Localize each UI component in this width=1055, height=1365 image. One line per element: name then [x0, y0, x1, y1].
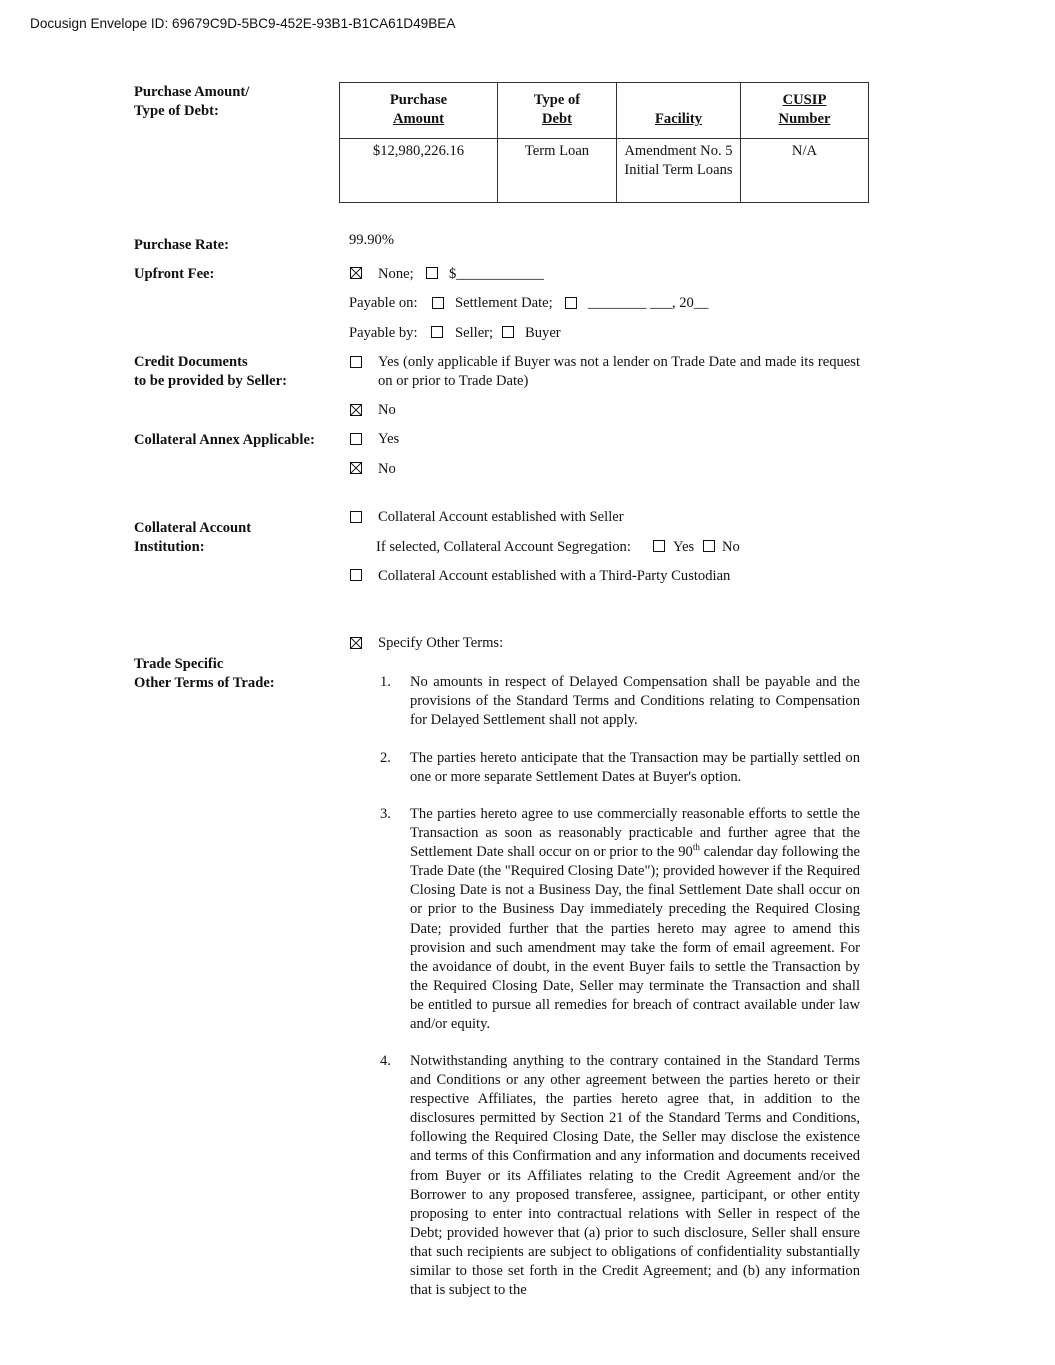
- collateral-account-label: [134, 519, 251, 557]
- credit-documents-label: [134, 353, 287, 391]
- table-row: [340, 139, 869, 203]
- collateral-third-party-text: Collateral Account established with a Third-Party Custodian: [378, 568, 731, 584]
- purchase-rate-value: 99.90%: [349, 232, 394, 248]
- segregation-no-text: No: [722, 539, 740, 555]
- header-text: CUSIP: [782, 92, 827, 108]
- term-3-text-part1: The parties hereto agree to use commercially reasonable efforts to settle the Transaction as soon as reasonably practicable and further agree that the Settlement Date shall occur on or prior to the 90: [410, 806, 860, 861]
- envelope-id: Docusign Envelope ID: 69679C9D-5BC9-452E-93B1-B1CA61D49BEA: [30, 16, 456, 31]
- specify-other-terms-text: Specify Other Terms:: [378, 635, 504, 651]
- credit-docs-no-checkbox[interactable]: [350, 404, 362, 416]
- term-4-text: Notwithstanding anything to the contrary contained in the Standard Terms and Conditions or any other agreement between the parties hereto or their respective Affiliates, the parties hereto agree that, in addition to the disclosures permitted by Section 21 of the Standard Terms and Conditions, following the Required Closing Date, the Seller may disclose the existence and terms of this Confirmation and any information and documents received from Buyer or its Affiliates relating to the Credit Agreement and/or the Borrower to any proposed transferee, assignee, participant, or other entity proposing to enter into contractual relations with Seller in respect of the Debt; provided however that (a) prior to such disclosure, Seller shall ensure that such recipients are subject to obligations of confidentiality substantially similar to those set forth in the Credit Agreement; and (b) any information that is subject to the: [410, 1053, 860, 1299]
- upfront-fee-none-checkbox[interactable]: [350, 267, 362, 279]
- segregation-yes-text: Yes: [673, 539, 695, 555]
- cell-purchase-amount: $12,980,226.16: [340, 139, 498, 203]
- collateral-third-party-checkbox[interactable]: [350, 569, 362, 581]
- term-number: 1.: [380, 674, 391, 690]
- upfront-fee-amount-blank: $____________: [449, 266, 544, 282]
- header-type-of-debt: [498, 83, 617, 139]
- header-text: Facility: [654, 111, 702, 127]
- cell-type-of-debt: Term Loan: [498, 139, 617, 203]
- segregation-text: If selected, Collateral Account Segregation:: [376, 539, 631, 555]
- upfront-fee-label: Upfront Fee:: [134, 266, 215, 282]
- trade-specific-label: [134, 655, 275, 693]
- credit-docs-yes-text: Yes (only applicable if Buyer was not a lender on Trade Date and made its request on or prior to Trade Date): [378, 354, 860, 389]
- segregation-yes-checkbox[interactable]: [653, 540, 665, 552]
- term-2-text: The parties hereto anticipate that the Transaction may be partially settled on one or more separate Settlement Dates at Buyer's option.: [410, 750, 860, 786]
- purchase-amount-label: [134, 83, 249, 121]
- upfront-fee-none-text: None;: [378, 266, 414, 282]
- trade-specific-label-line1: Trade Specific: [134, 656, 224, 672]
- payable-by-label: Payable by:: [349, 325, 418, 341]
- segregation-no-checkbox[interactable]: [703, 540, 715, 552]
- purchase-rate-label: Purchase Rate:: [134, 237, 229, 253]
- collateral-annex-yes-text: Yes: [378, 431, 400, 447]
- settlement-date-checkbox[interactable]: [432, 297, 444, 309]
- collateral-account-label-line2: Institution:: [134, 539, 205, 555]
- collateral-account-label-line1: Collateral Account: [134, 520, 252, 536]
- term-3-superscript: th: [692, 842, 700, 853]
- upfront-fee-amount-checkbox[interactable]: [426, 267, 438, 279]
- purchase-amount-label-line2: Type of Debt:: [134, 103, 219, 119]
- other-date-checkbox[interactable]: [565, 297, 577, 309]
- header-text: Amount: [392, 111, 445, 127]
- term-3-text-part2: calendar day following the Trade Date (the "Required Closing Date"); provided however if the Required Closing Date is not a Business Day, the final Settlement Date shall occur on or prior to the Business Day immediately preceding the Required Closing Date; provided further that the parties hereto may agree to amend this provision and such amendment may take the form of email agreement. For the avoidance of doubt, in the event Buyer fails to settle the Transaction by the Required Closing Date, Seller may terminate the Transaction and shall be entitled to pursue all remedies for breach of contract available under law and/or equity.: [410, 844, 860, 1033]
- cell-cusip: N/A: [741, 139, 869, 203]
- payable-by-buyer-text: Buyer: [525, 325, 561, 341]
- credit-docs-no-text: No: [378, 402, 396, 418]
- payable-on-label: Payable on:: [349, 295, 418, 311]
- term-3-text: [410, 805, 860, 1034]
- header-text: Purchase: [389, 92, 448, 108]
- header-text: Debt: [542, 111, 572, 127]
- header-purchase-amount: [340, 83, 498, 139]
- credit-docs-yes-checkbox[interactable]: [350, 356, 362, 368]
- cell-facility: Amendment No. 5 Initial Term Loans: [617, 139, 741, 203]
- collateral-annex-no-text: No: [378, 461, 396, 477]
- collateral-with-seller-text: Collateral Account established with Seller: [378, 509, 624, 525]
- term-number: 4.: [380, 1053, 391, 1069]
- collateral-annex-yes-checkbox[interactable]: [350, 433, 362, 445]
- header-text: Number: [778, 111, 831, 127]
- settlement-date-text: Settlement Date;: [455, 295, 553, 311]
- specify-other-terms-checkbox[interactable]: [350, 637, 362, 649]
- purchase-amount-label-line1: Purchase Amount/: [134, 84, 250, 100]
- term-1-text: No amounts in respect of Delayed Compensation shall be payable and the provisions of the Standard Terms and Conditions relating to Compensation for Delayed Settlement shall not apply.: [410, 674, 860, 729]
- debt-table: [339, 82, 869, 203]
- payable-by-seller-checkbox[interactable]: [431, 326, 443, 338]
- debt-table-header-row: [340, 83, 869, 139]
- term-number: 3.: [380, 806, 391, 822]
- header-text: Type of: [533, 92, 581, 108]
- payable-by-seller-text: Seller;: [455, 325, 494, 341]
- date-blank: ________ ___, 20__: [588, 295, 709, 311]
- trade-specific-label-line2: Other Terms of Trade:: [134, 675, 275, 691]
- header-cusip-number: [741, 83, 869, 139]
- credit-documents-label-line2: to be provided by Seller:: [134, 373, 287, 389]
- collateral-with-seller-checkbox[interactable]: [350, 511, 362, 523]
- term-number: 2.: [380, 750, 391, 766]
- credit-documents-label-line1: Credit Documents: [134, 354, 248, 370]
- header-facility: [617, 83, 741, 139]
- collateral-annex-no-checkbox[interactable]: [350, 462, 362, 474]
- collateral-annex-label: Collateral Annex Applicable:: [134, 432, 315, 448]
- payable-by-buyer-checkbox[interactable]: [502, 326, 514, 338]
